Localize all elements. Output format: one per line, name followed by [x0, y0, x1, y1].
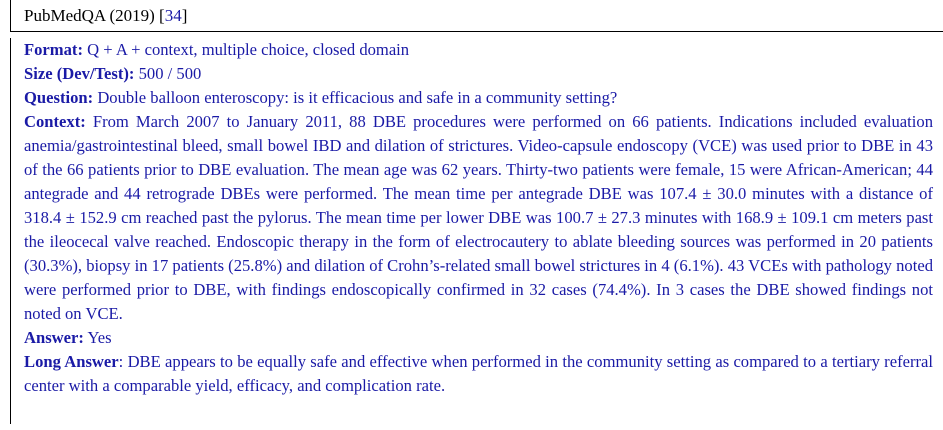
dataset-name: PubMedQA (2019) [: [24, 6, 165, 25]
context-value: From March 2007 to January 2011, 88 DBE procedures were performed on 66 patients. Indications included evaluation anemia/gastrointestinal bleed, small bowel IBD and dilation of strictures. Video-capsule endoscopy (VCE) was used prior to DBE in 43 of the 66 patients prior to DBE evaluation. The mean age was 62 years. Thirty-two patients were female, 15 were African-American; 44 antegrade and 44 retrograde DBEs were performed. The mean time per antegrade DBE was 107.4 ± 30.0 minutes with a distance of 318.4 ± 152.9 cm reached past the pylorus. The mean time per lower DBE was 100.7 ± 27.3 minutes with 168.9 ± 109.1 cm meters past the ileocecal valve reached. Endoscopic therapy in the form of electrocautery to ablate bleeding sources was performed in 20 patients (30.3%), biopsy in 17 patients (25.8%) and dilation of Crohn’s-related small bowel strictures in 4 (6.1%). 43 VCEs with pathology noted were performed prior to DBE, with findings endoscopically confirmed in 32 cases (74.4%). In 3 cases the DBE showed findings not noted on VCE.: [24, 112, 933, 323]
long-answer-label: Long Answer: [24, 352, 119, 371]
format-value: Q + A + context, multiple choice, closed domain: [87, 40, 410, 59]
question-row: [24, 86, 933, 110]
long-answer-colon: :: [118, 352, 124, 371]
dataset-card: [10, 0, 943, 430]
citation-link[interactable]: 34: [164, 6, 182, 25]
card-header: [10, 0, 943, 32]
question-label: Question:: [24, 88, 94, 107]
size-value: 500 / 500: [138, 64, 202, 83]
answer-value: Yes: [87, 328, 112, 347]
context-row: [24, 110, 933, 326]
long-answer-value: DBE appears to be equally safe and effective when performed in the community setting as compared to a tertiary referral center with a comparable yield, efficacy, and complication rate.: [24, 352, 933, 395]
format-row: [24, 38, 933, 62]
format-label: Format:: [24, 40, 83, 59]
context-label: Context:: [24, 112, 86, 131]
size-label: Size (Dev/Test):: [24, 64, 135, 83]
long-answer-row: [24, 350, 933, 398]
dataset-title: [24, 6, 187, 26]
card-body: [10, 38, 943, 424]
answer-row: [24, 326, 933, 350]
citation-close-bracket: ]: [181, 6, 188, 25]
question-value: Double balloon enteroscopy: is it efficacious and safe in a community setting?: [97, 88, 618, 107]
size-row: [24, 62, 933, 86]
answer-label: Answer:: [24, 328, 84, 347]
